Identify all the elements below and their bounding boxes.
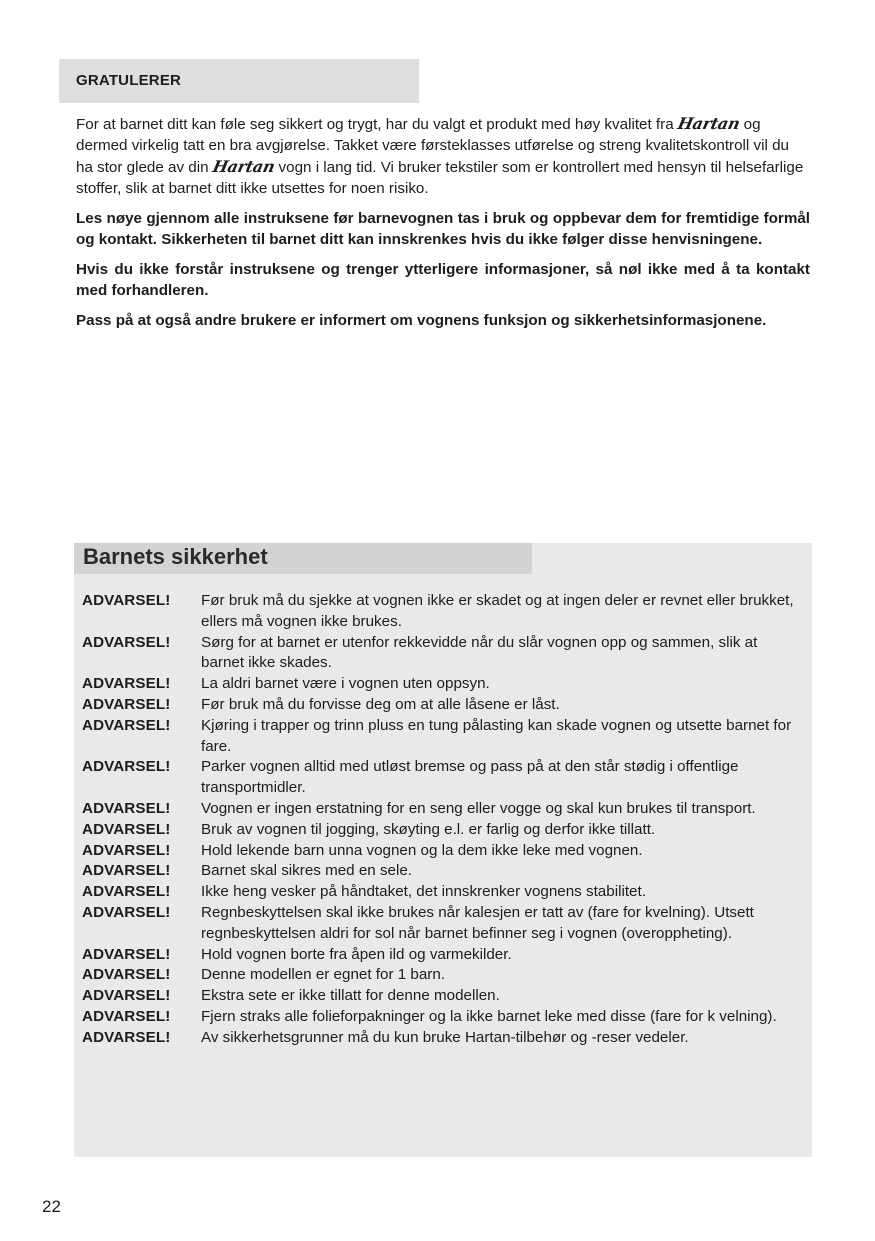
warning-item (82, 882, 802, 903)
warning-label: ADVARSEL! (82, 1028, 171, 1046)
warning-text: Før bruk må du sjekke at vognen ikke er skadet og at ingen deler er revnet eller brukket, ellers må vognen ikke brukes. (201, 592, 794, 630)
warning-text: Av sikkerhetsgrunner må du kun bruke Hartan-tilbehør og -reser vedeler. (201, 1028, 689, 1046)
warning-item (82, 757, 802, 799)
inform-users-paragraph: Pass på at også andre brukere er informert om vognens funksjon og sikkerhetsinformasjonene. (76, 312, 767, 329)
warning-text: Hold vognen borte fra åpen ild og varmekilder. (201, 945, 512, 963)
warning-text: Bruk av vognen til jogging, skøyting e.l. er farlig og derfor ikke tillatt. (201, 820, 656, 838)
intro-text (76, 113, 810, 331)
warning-item (82, 903, 802, 945)
warning-item (82, 986, 802, 1007)
warning-text: Parker vognen alltid med utløst bremse og pass på at den står stødig i offentlige transportmidler. (201, 758, 739, 797)
warning-item (82, 695, 802, 716)
warning-label: ADVARSEL! (82, 987, 171, 1005)
warning-text: La aldri barnet være i vognen uten oppsyn. (201, 675, 490, 693)
warning-label: ADVARSEL! (82, 675, 171, 693)
warning-text: Regnbeskyttelsen skal ikke brukes når kalesjen er tatt av (fare for kvelning). Utsett regnbeskyttelsen aldri for sol når barnet befinner seg i vognen (overoppheting). (201, 903, 754, 942)
contact-paragraph: Hvis du ikke forstår instruksene og trenger ytterligere informasjoner, så nøl ikke med å ta kontakt med forhandleren. (76, 261, 810, 299)
warning-item (82, 1028, 802, 1049)
warning-text: Ekstra sete er ikke tillatt for denne modellen. (201, 987, 500, 1005)
hartan-logo: Hartan (675, 114, 742, 133)
warning-text: Før bruk må du forvisse deg om at alle låsene er låst. (201, 695, 560, 713)
warning-label: ADVARSEL! (82, 695, 171, 713)
warning-text: Sørg for at barnet er utenfor rekkevidde når du slår vognen opp og sammen, slik at barnet ikke skades. (201, 633, 758, 672)
warning-label: ADVARSEL! (82, 945, 171, 963)
warning-item (82, 716, 802, 758)
warning-item (82, 861, 802, 882)
warning-text: Denne modellen er egnet for 1 barn. (201, 966, 446, 984)
warning-item (82, 633, 802, 675)
warning-text: Ikke heng vesker på håndtaket, det innskrenker vognens stabilitet. (201, 883, 646, 901)
warning-item (82, 799, 802, 820)
warning-label: ADVARSEL! (82, 1007, 171, 1025)
warning-label: ADVARSEL! (82, 903, 171, 921)
safety-title: Barnets sikkerhet (83, 544, 268, 569)
warning-label: ADVARSEL! (82, 862, 171, 880)
warning-text: Vognen er ingen erstatning for en seng eller vogge og skal kun brukes til transport. (201, 799, 756, 817)
warning-text: Fjern straks alle folieforpakninger og la ikke barnet leke med disse (fare for k velning). (201, 1007, 777, 1025)
warning-label: ADVARSEL! (82, 716, 171, 734)
section-header-gratulerer (59, 59, 419, 103)
intro-paragraph: For at barnet ditt kan føle seg sikkert og trygt, har du valgt et produkt med høy kvalitet fra Hartan og dermed virkelig tatt en bra avgjørelse. Takket være førsteklasses utførelse og streng kvalitetskontroll vil du ha stor glede av din Hartan vogn i lang tid. Vi bruker tekstiler som er kontrollert med hensyn til helsefarlige stoffer, slik at barnet ditt ikke utsettes for noen risiko. (76, 114, 804, 197)
section-title: GRATULERER (76, 72, 182, 89)
safety-title-bar (74, 543, 532, 574)
warning-label: ADVARSEL! (82, 758, 171, 776)
warning-label: ADVARSEL! (82, 966, 171, 984)
warning-text: Barnet skal sikres med en sele. (201, 862, 413, 880)
warnings-list (82, 591, 802, 1049)
warning-item (82, 820, 802, 841)
warning-label: ADVARSEL! (82, 841, 171, 859)
warning-label: ADVARSEL! (82, 799, 171, 817)
warning-label: ADVARSEL! (82, 633, 171, 651)
instructions-paragraph: Les nøye gjennom alle instruksene før barnevognen tas i bruk og oppbevar dem for fremtidige formål og kontakt. Sikkerheten til barnet ditt kan innskrenkes hvis du ikke følger disse henvisningene. (76, 210, 810, 248)
safety-section (74, 543, 812, 1157)
warning-label: ADVARSEL! (82, 883, 171, 901)
warning-text: Kjøring i trapper og trinn pluss en tung pålasting kan skade vognen og utsette barnet for fare. (201, 716, 792, 755)
warning-item (82, 841, 802, 862)
warning-label: ADVARSEL! (82, 820, 171, 838)
warning-item (82, 1007, 802, 1028)
warning-item (82, 591, 802, 633)
hartan-logo: Hartan (210, 157, 277, 176)
warning-text: Hold lekende barn unna vognen og la dem ikke leke med vognen. (201, 841, 643, 859)
page-number: 22 (42, 1197, 61, 1216)
warning-item (82, 965, 802, 986)
warning-label: ADVARSEL! (82, 592, 171, 609)
warning-item (82, 945, 802, 966)
warning-item (82, 674, 802, 695)
